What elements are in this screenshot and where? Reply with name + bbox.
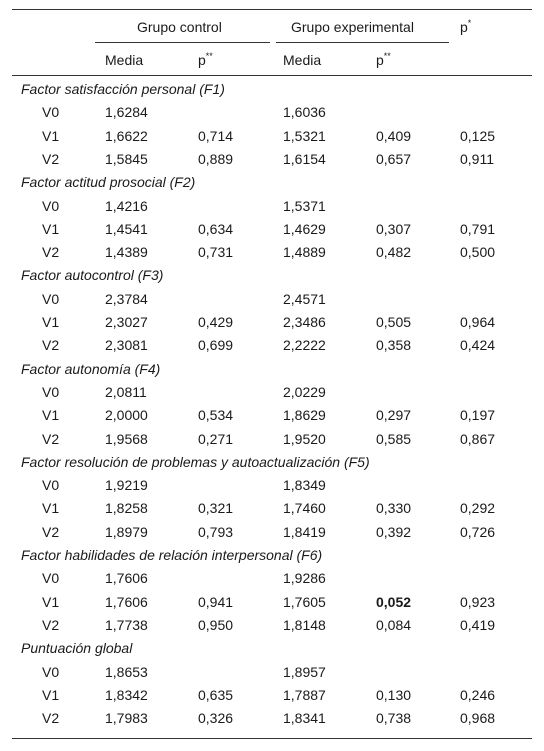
cell-media-experimental: 2,3486 — [283, 314, 326, 330]
cell-media-experimental: 1,7605 — [283, 593, 326, 610]
cell-visit: V0 — [42, 477, 60, 494]
cell-media-experimental: 1,9520 — [283, 430, 326, 447]
cell-media-experimental: 1,6036 — [283, 104, 326, 121]
cell-media-control: 1,7983 — [105, 710, 148, 727]
cell-p-between: 0,500 — [460, 244, 496, 261]
cell-media-experimental: 2,4571 — [283, 290, 326, 307]
cell-p-experimental: 0,392 — [376, 523, 412, 540]
cell-p-experimental: 0,505 — [376, 314, 412, 330]
subheader-p-experimental-label: p — [376, 52, 384, 68]
cell-media-control: 1,8342 — [105, 686, 148, 703]
header-p-star — [460, 17, 471, 37]
cell-media-experimental: 1,8419 — [283, 523, 326, 540]
cell-media-experimental: 1,7460 — [283, 500, 326, 517]
cell-p-experimental: 0,657 — [376, 150, 412, 167]
header-rule — [12, 75, 532, 76]
cell-p-experimental: 0,052 — [376, 593, 412, 610]
cell-media-control: 1,7606 — [105, 570, 148, 587]
cell-visit: V1 — [42, 407, 60, 424]
cell-p-between: 0,424 — [460, 337, 496, 354]
cell-media-experimental: 2,0229 — [283, 383, 326, 400]
subheader-p-control-label: p — [198, 52, 206, 68]
cell-media-control: 1,7606 — [105, 593, 148, 610]
cell-p-control: 0,634 — [198, 220, 234, 237]
cell-p-between: 0,419 — [460, 616, 496, 633]
cell-media-control: 1,4216 — [105, 197, 148, 214]
cell-p-control: 0,793 — [198, 523, 234, 540]
cell-visit: V2 — [42, 430, 60, 447]
cell-p-control: 0,326 — [198, 710, 234, 727]
cell-visit: V1 — [42, 314, 60, 330]
factor-title: Factor autocontrol (F3) — [21, 267, 164, 284]
subheader-p-experimental — [376, 50, 391, 70]
subheader-p-control-mark: ** — [205, 51, 213, 61]
cell-p-experimental: 0,084 — [376, 616, 412, 633]
cell-media-control: 2,0000 — [105, 407, 148, 424]
cell-visit: V2 — [42, 244, 60, 261]
cell-p-experimental: 0,482 — [376, 244, 412, 261]
cell-p-control: 0,699 — [198, 337, 234, 354]
cell-p-control: 0,889 — [198, 150, 234, 167]
subheader-media-control: Media — [105, 52, 144, 68]
cell-visit: V0 — [42, 290, 60, 307]
cell-p-experimental: 0,330 — [376, 500, 412, 517]
cell-media-experimental: 1,8957 — [283, 663, 326, 680]
cell-p-control: 0,271 — [198, 430, 234, 447]
cell-p-experimental: 0,585 — [376, 430, 412, 447]
header-p-mark: * — [467, 18, 472, 28]
cell-media-control: 1,4389 — [105, 244, 148, 261]
cell-visit: V0 — [42, 104, 60, 121]
cell-media-experimental: 2,2222 — [283, 337, 326, 354]
cell-visit: V0 — [42, 570, 60, 587]
cell-media-control: 1,9568 — [105, 430, 148, 447]
cell-p-experimental: 0,738 — [376, 710, 412, 727]
cell-p-control: 0,635 — [198, 686, 234, 703]
cell-media-control: 1,6284 — [105, 104, 148, 121]
factor-title: Factor satisfacción personal (F1) — [21, 81, 225, 97]
factor-title: Factor habilidades de relación interpersonal (F6) — [21, 547, 323, 563]
cell-p-control: 0,429 — [198, 314, 234, 330]
cell-media-control: 1,8653 — [105, 663, 148, 680]
cell-media-control: 1,4541 — [105, 220, 148, 237]
subheader-p-experimental-mark: ** — [383, 51, 391, 61]
bottom-rule — [12, 738, 532, 739]
cell-visit: V1 — [42, 500, 60, 517]
factor-title: Factor actitud prosocial (F2) — [21, 174, 196, 191]
cell-media-experimental: 1,8148 — [283, 616, 326, 633]
cell-media-control: 2,3081 — [105, 337, 148, 354]
cell-p-between: 0,246 — [460, 686, 496, 703]
factor-title: Puntuación global — [21, 640, 133, 657]
cell-p-control: 0,714 — [198, 127, 234, 144]
cell-visit: V2 — [42, 710, 60, 727]
cell-visit: V1 — [42, 220, 60, 237]
cell-p-between: 0,791 — [460, 220, 496, 237]
cell-p-between: 0,923 — [460, 593, 496, 610]
cell-visit: V0 — [42, 663, 60, 680]
header-p-label: p — [460, 19, 468, 35]
cell-visit: V1 — [42, 127, 60, 144]
cell-visit: V2 — [42, 150, 60, 167]
cell-visit: V2 — [42, 616, 60, 633]
cell-media-control: 1,8258 — [105, 500, 148, 517]
cell-visit: V2 — [42, 523, 60, 540]
factor-title: Factor resolución de problemas y autoactualización (F5) — [21, 453, 370, 470]
cell-media-experimental: 1,5371 — [283, 197, 326, 214]
cell-visit: V0 — [42, 383, 60, 400]
cell-visit: V0 — [42, 197, 60, 214]
cell-media-experimental: 1,4889 — [283, 244, 326, 261]
experimental-underline — [276, 42, 449, 43]
cell-p-experimental: 0,358 — [376, 337, 412, 354]
cell-p-experimental: 0,409 — [376, 127, 412, 144]
cell-p-between: 0,197 — [460, 407, 496, 424]
cell-p-between: 0,125 — [460, 127, 496, 144]
cell-p-between: 0,726 — [460, 523, 496, 540]
cell-p-control: 0,321 — [198, 500, 234, 517]
cell-media-control: 1,8979 — [105, 523, 148, 540]
cell-media-control: 2,3027 — [105, 314, 148, 330]
factor-title: Factor autonomía (F4) — [21, 360, 161, 377]
cell-p-control: 0,731 — [198, 244, 234, 261]
cell-media-experimental: 1,4629 — [283, 220, 326, 237]
cell-p-experimental: 0,297 — [376, 407, 412, 424]
cell-media-experimental: 1,8341 — [283, 710, 326, 727]
control-underline — [95, 42, 270, 43]
cell-media-experimental: 1,5321 — [283, 127, 326, 144]
cell-media-control: 1,5845 — [105, 150, 148, 167]
top-rule — [12, 9, 532, 10]
subheader-media-experimental: Media — [283, 52, 322, 68]
cell-p-between: 0,911 — [460, 150, 494, 167]
cell-p-between: 0,964 — [460, 314, 496, 330]
cell-media-control: 1,9219 — [105, 477, 148, 494]
cell-p-between: 0,292 — [460, 500, 496, 517]
header-grupo-control: Grupo control — [137, 19, 222, 35]
cell-media-experimental: 1,6154 — [283, 150, 326, 167]
cell-p-control: 0,534 — [198, 407, 234, 424]
subheader-p-control — [198, 50, 213, 70]
cell-p-control: 0,941 — [198, 593, 234, 610]
cell-media-experimental: 1,8629 — [283, 407, 326, 424]
cell-visit: V2 — [42, 337, 60, 354]
cell-media-experimental: 1,7887 — [283, 686, 326, 703]
cell-p-between: 0,867 — [460, 430, 496, 447]
cell-media-experimental: 1,8349 — [283, 477, 326, 494]
cell-media-experimental: 1,9286 — [283, 570, 326, 587]
cell-p-experimental: 0,130 — [376, 686, 412, 703]
cell-media-control: 1,6622 — [105, 127, 148, 144]
header-grupo-experimental: Grupo experimental — [291, 19, 414, 35]
cell-p-control: 0,950 — [198, 616, 234, 633]
cell-p-between: 0,968 — [460, 710, 496, 727]
cell-p-experimental: 0,307 — [376, 220, 412, 237]
cell-media-control: 2,3784 — [105, 290, 148, 307]
cell-visit: V1 — [42, 686, 60, 703]
cell-media-control: 1,7738 — [105, 616, 148, 633]
cell-visit: V1 — [42, 593, 60, 610]
cell-media-control: 2,0811 — [105, 383, 147, 400]
